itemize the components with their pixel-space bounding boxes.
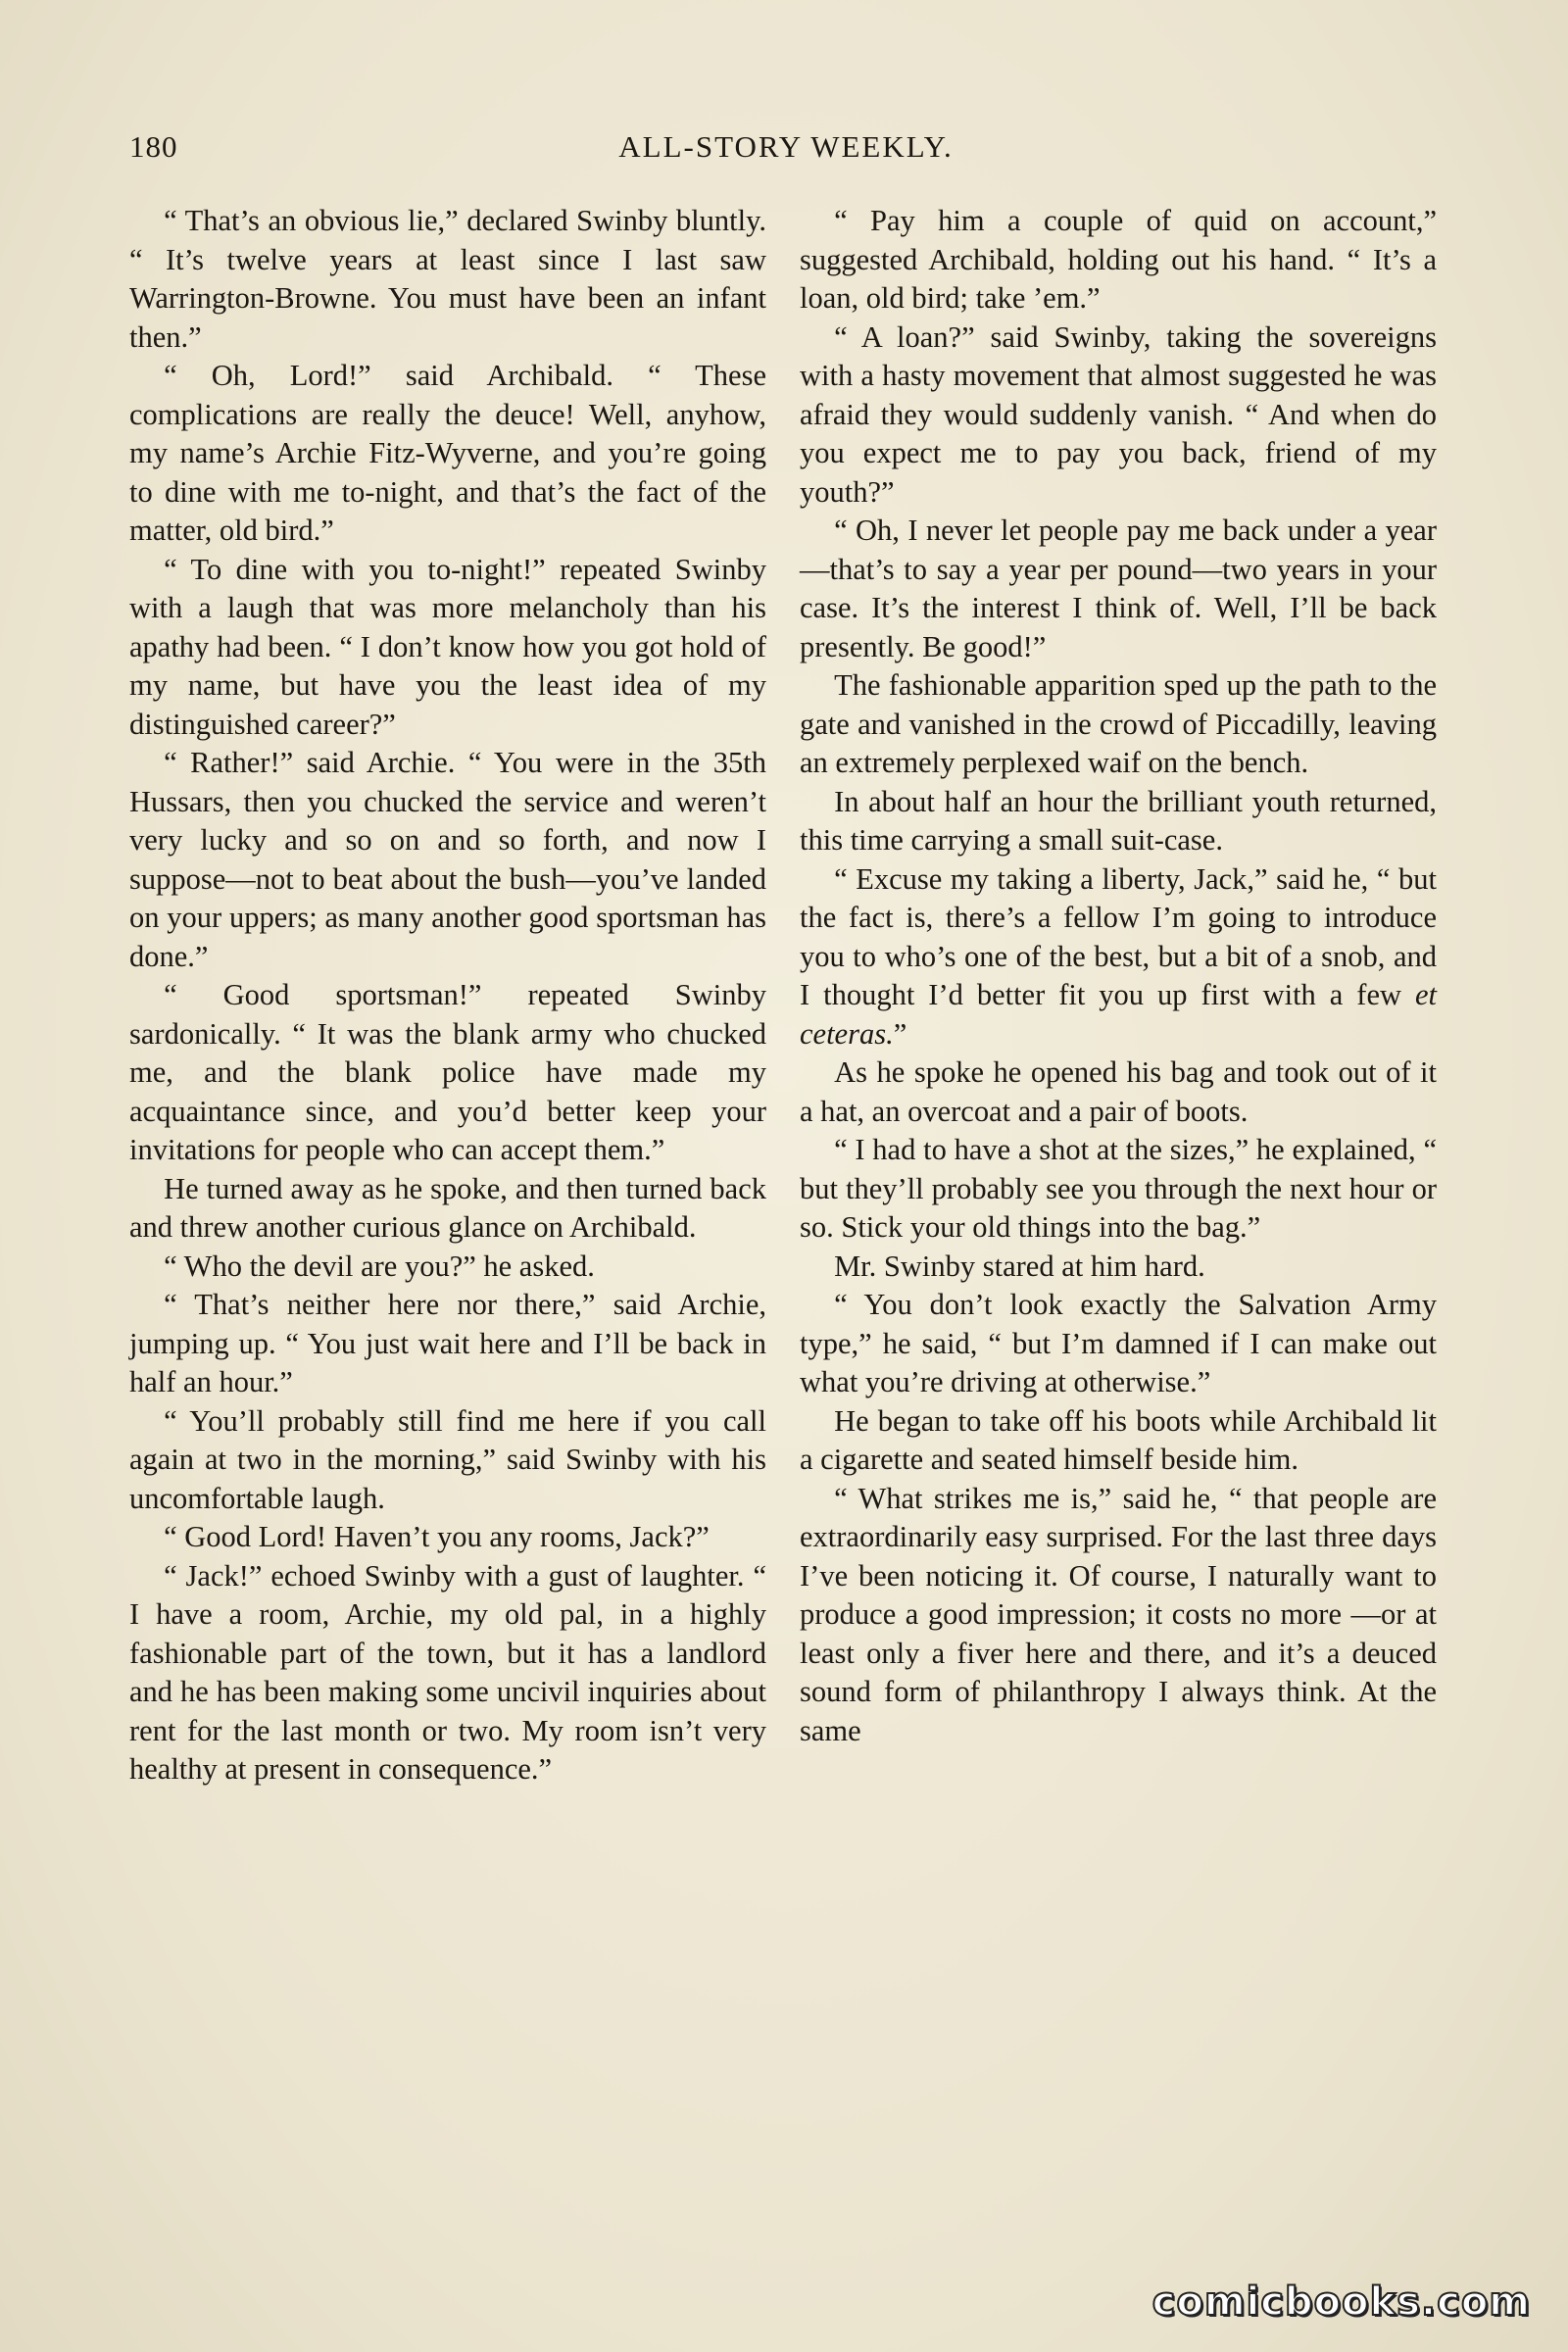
paragraph: “ Jack!” echoed Swinby with a gust of laughter. “ I have a room, Archie, my old pal, in a highly fashionable part of the town, but it has a landlord and he has been making some uncivil inquiries about rent for the last month or two. My room isn’t very healthy at present in consequence.” [129, 1558, 766, 1786]
paragraph: “ Good sportsman!” repeated Swinby sardonically. “ It was the blank army who chucked me, and the blank police have made my acquaintance since, and you’d better keep your invitations for people who can accept them.” [129, 978, 766, 1166]
paragraph: “ To dine with you to-night!” repeated Swinby with a laugh that was more melancholy than his apathy had been. “ I don’t know how you got hold of my name, but have you the least idea of my distinguished career?” [129, 552, 766, 741]
paragraph: In about half an hour the brilliant youth returned, this time carrying a small suit-case. [800, 784, 1437, 857]
paragraph: “ Rather!” said Archie. “ You were in the 35th Hussars, then you chucked the service and weren’t very lucky and so on and so forth, and now I suppose—not to beat about the bush—you’ve landed on your uppers; as many another good sportsman has done.” [129, 746, 766, 973]
paragraph: The fashionable apparition sped up the path to the gate and vanished in the crowd of Piccadilly, leaving an extremely perplexed waif on the bench. [800, 668, 1437, 779]
paragraph: “ What strikes me is,” said he, “ that people are extraordinarily easy surprised. For the last three days I’ve been noticing it. Of course, I naturally want to produce a good impression; it costs no more —or at least only a fiver here and there, and it’s a deuced sound form of philanthropy I always think. At the same [800, 1481, 1437, 1747]
right-column [800, 202, 1437, 1750]
paragraph: “ I had to have a shot at the sizes,” he explained, “ but they’ll probably see you through the next hour or so. Stick your old things into the bag.” [800, 1133, 1437, 1244]
paragraph: “ Pay him a couple of quid on account,” suggested Archibald, holding out his hand. “ It’s a loan, old bird; take ’em.” [800, 204, 1437, 315]
paragraph: “ That’s an obvious lie,” declared Swinby bluntly. “ It’s twelve years at least since I last saw Warrington-Browne. You must have been an infant then.” [129, 204, 766, 354]
paragraph: Mr. Swinby stared at him hard. [834, 1249, 1205, 1283]
paragraph: “ Oh, Lord!” said Archibald. “ These complications are really the deuce! Well, anyhow, my name’s Archie Fitz-Wyverne, and you’re going to dine with me to-night, and that’s the fact of the matter, old bird.” [129, 359, 766, 547]
paragraph: As he spoke he opened his bag and took out of it a hat, an overcoat and a pair of boots. [800, 1055, 1437, 1128]
paragraph: “ You don’t look exactly the Salvation Army type,” he said, “ but I’m damned if I can make out what you’re driving at otherwise.” [800, 1288, 1437, 1398]
left-column [129, 202, 766, 1789]
paragraph: “ Who the devil are you?” he asked. [164, 1249, 595, 1283]
paragraph: He turned away as he spoke, and then turned back and threw another curious glance on Archibald. [129, 1171, 766, 1244]
paragraph-with-italic [800, 860, 1437, 1054]
paragraph: “ You’ll probably still find me here if you call again at two in the morning,” said Swinby with his uncomfortable laugh. [129, 1403, 766, 1515]
italic-phrase: et ceteras. [800, 978, 1437, 1051]
paragraph: “ Good Lord! Haven’t you any rooms, Jack?” [164, 1520, 710, 1553]
site-watermark: comicbooks.com [1152, 2279, 1531, 2325]
paragraph: “ That’s neither here nor there,” said Archie, jumping up. “ You just wait here and I’ll be back in half an hour.” [129, 1288, 766, 1398]
closing-quote: ” [893, 1016, 907, 1051]
page-header [129, 129, 1443, 178]
running-title: ALL-STORY WEEKLY. [618, 129, 954, 164]
paragraph-text: “ Excuse my taking a liberty, Jack,” said he, “ but the fact is, there’s a fellow I’m going to introduce you to who’s one of the best, but a bit of a snob, and I thought I’d better fit you up first with a few [800, 861, 1437, 1011]
paragraph: He began to take off his boots while Archibald lit a cigarette and seated himself beside him. [800, 1403, 1437, 1476]
page-number: 180 [129, 129, 178, 164]
paragraph: “ Oh, I never let people pay me back under a year—that’s to say a year per pound—two years in your case. It’s the interest I think of. Well, I’ll be back presently. Be good!” [800, 514, 1437, 663]
paragraph: “ A loan?” said Swinby, taking the sovereigns with a hasty movement that almost suggested he was afraid they would suddenly vanish. “ And when do you expect me to pay you back, friend of my youth?” [800, 319, 1437, 509]
